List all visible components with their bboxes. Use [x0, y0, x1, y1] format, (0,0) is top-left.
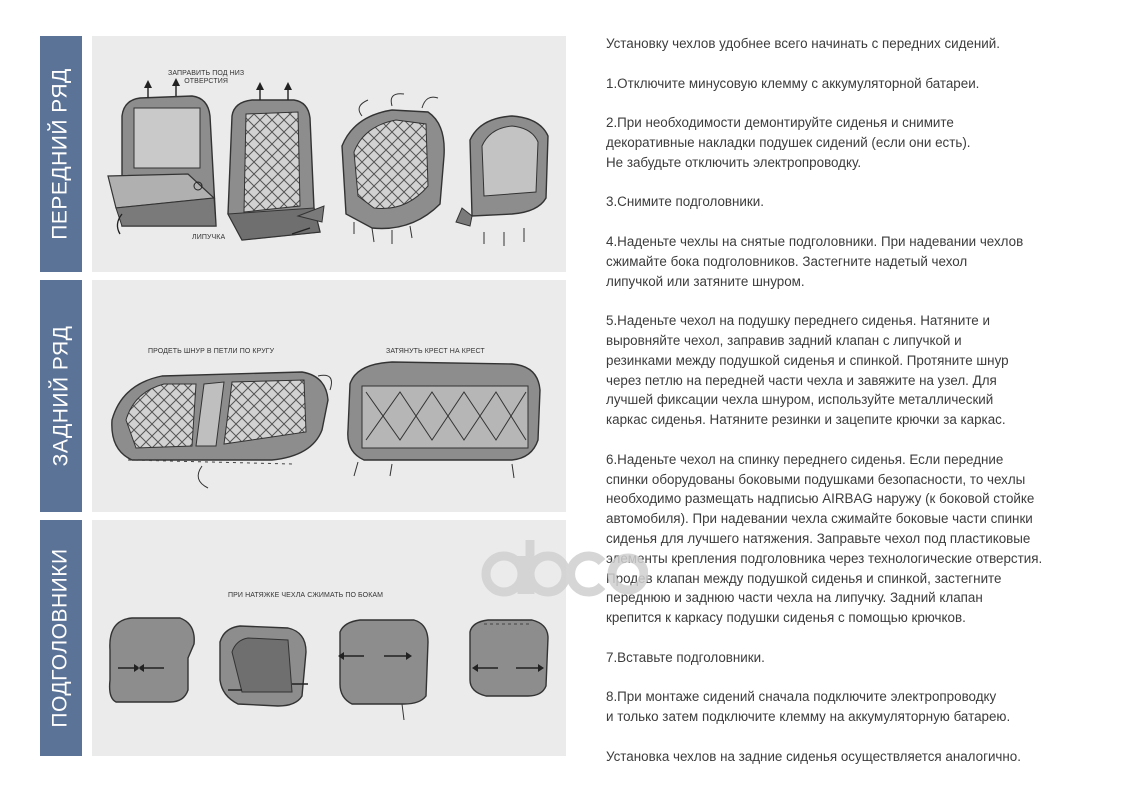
headrests-illustration-panel — [92, 520, 566, 756]
instruction-step-1: 1.Отключите минусовую клемму с аккумуляторной батареи. — [606, 75, 980, 91]
front-row-illustration-panel — [92, 36, 566, 272]
instruction-step-6: 6.Наденьте чехол на спинку переднего сиденья. Если передние спинки оборудованы боковыми подушками безопасности, то чехлы необходимо размещать надписью AIRBAG наружу (к боковой стойке автомобиля). При надевании чехла сжимайте боковые части спинки сиденья для лучшего натяжения. Заправьте чехол под пластиковые элементы крепления подголовника через технологические отверстия. Продев клапан между подушкой сиденья и спинкой, застегните переднюю и заднюю части чехла на липучку. Задний клапан крепится к каркасу подушки сиденья с помощью крючков. — [606, 451, 1043, 626]
section-tab-headrests — [40, 520, 82, 756]
instruction-step-5: 5.Наденьте чехол на подушку переднего сиденья. Натяните и выровняйте чехол, заправив задний клапан с липучкой и резинками между подушкой сиденья и спинкой. Протяните шнур через петлю на передней части чехла и завяжите на узел. Для лучшей фиксации чехла шнуром, используйте металлический каркас сиденья. Натяните резинки и зацепите крючки за каркас. — [606, 313, 1009, 428]
front-row-seat-illustration — [92, 36, 566, 272]
instruction-step-8: 8.При монтаже сидений сначала подключите электропроводку и только затем подключите клемму на аккумуляторную батарею. — [606, 689, 1011, 725]
instruction-step-4: 4.Наденьте чехлы на снятые подголовники. При надевании чехлов сжимайте бока подголовников. Застегните надетый чехол липучкой или затяните шнуром. — [606, 233, 1024, 289]
instruction-intro: Установку чехлов удобнее всего начинать с передних сидений. — [606, 36, 1000, 51]
instruction-step-7: 7.Вставьте подголовники. — [606, 649, 765, 665]
section-tab-front-label: ПЕРЕДНИЙ РЯД — [49, 68, 72, 240]
headrests-illustration — [92, 520, 566, 756]
instruction-step-2: 2.При необходимости демонтируйте сиденья и снимите декоративные накладки подушек сидений (если они есть). Не забудьте отключить электропроводку. — [606, 115, 971, 170]
caption-squeeze-sides: ПРИ НАТЯЖКЕ ЧЕХЛА СЖИМАТЬ ПО БОКАМ — [228, 592, 384, 599]
instruction-outro: Установка чехлов на задние сиденья осуществляется аналогично. — [606, 748, 1021, 764]
installation-instructions — [606, 34, 1111, 786]
section-tab-headrests-label: ПОДГОЛОВНИКИ — [49, 548, 73, 728]
section-tab-rear-row — [40, 280, 82, 512]
caption-tuck-under: ЗАПРАВИТЬ ПОД НИЗ ОТВЕРСТИЯ — [168, 70, 245, 85]
section-tab-rear-label: ЗАДНИЙ РЯД — [49, 325, 73, 467]
caption-thread-cord: ПРОДЕТЬ ШНУР В ПЕТЛИ ПО КРУГУ — [148, 348, 275, 355]
instruction-step-3: 3.Снимите подголовники. — [606, 194, 764, 210]
rear-row-seat-illustration — [92, 280, 566, 512]
caption-tighten-crosswise: ЗАТЯНУТЬ КРЕСТ НА КРЕСТ — [386, 348, 485, 355]
rear-row-illustration-panel — [92, 280, 566, 512]
caption-velcro: ЛИПУЧКА — [192, 234, 226, 241]
section-tab-front-row — [40, 36, 82, 272]
